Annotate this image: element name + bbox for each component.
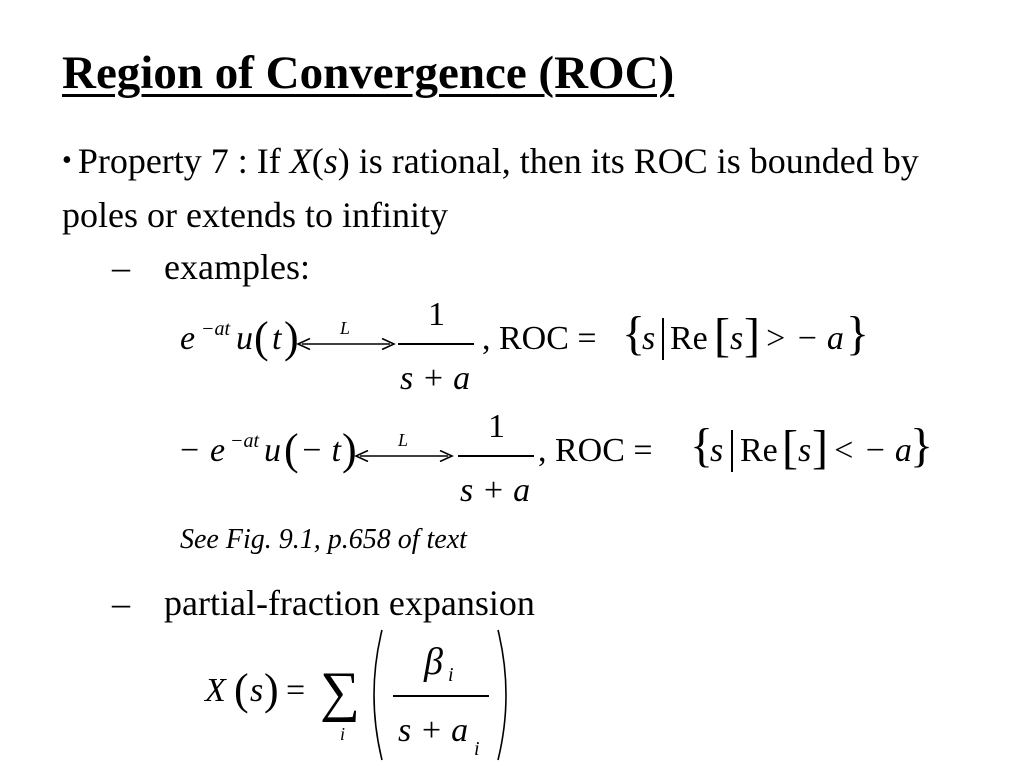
eq1-re-arg: s bbox=[730, 320, 744, 357]
eq2-denominator: s + a bbox=[460, 472, 531, 509]
eq1-arrow-label: L bbox=[340, 318, 351, 338]
eq2-rparen: ) bbox=[342, 425, 357, 474]
eq2-u: u bbox=[264, 432, 281, 469]
eq3-arg: s bbox=[250, 672, 264, 709]
eq1-exponent: −at bbox=[201, 318, 231, 340]
property-lparen: ( bbox=[311, 141, 324, 181]
eq1-rbracket: ] bbox=[744, 309, 760, 362]
eq1-transform-arrow bbox=[296, 338, 396, 350]
eq2-relation: < − a bbox=[832, 432, 912, 469]
eq3-beta: β bbox=[424, 641, 443, 683]
eq3-equals: = bbox=[286, 672, 306, 709]
eq2-lparen: ( bbox=[284, 425, 299, 474]
property-s: s bbox=[323, 141, 338, 181]
eq3-fraction-bar bbox=[393, 695, 489, 697]
eq1-roc-label: , ROC = bbox=[482, 320, 597, 357]
eq1-rbrace: } bbox=[846, 307, 870, 360]
eq1-denominator: s + a bbox=[400, 360, 471, 397]
eq3-sigma: ∑ bbox=[320, 661, 360, 723]
eq2-set-var: s bbox=[710, 432, 724, 469]
eq3-right-big-paren bbox=[494, 628, 516, 762]
eq1-relation: > − a bbox=[764, 320, 844, 357]
partial-fraction-label: partial-fraction expansion bbox=[164, 583, 535, 623]
eq2-numerator: 1 bbox=[488, 408, 505, 445]
eq2-roc-label: , ROC = bbox=[538, 432, 653, 469]
eq3-rparen: ) bbox=[264, 665, 279, 714]
property-text-end: is rational, then its ROC is bounded by poles or extends to infinity bbox=[62, 141, 919, 235]
partial-fraction-subbullet bbox=[112, 582, 535, 624]
eq3-X: X bbox=[205, 672, 226, 709]
eq3-beta-subscript: i bbox=[448, 664, 454, 686]
figure-reference-note: See Fig. 9.1, p.658 of text bbox=[180, 524, 467, 555]
eq3-denominator-subscript: i bbox=[474, 738, 480, 760]
bullet-dot: • bbox=[62, 145, 72, 176]
eq2-rbrace: } bbox=[910, 419, 934, 472]
eq2-re: Re bbox=[740, 432, 778, 469]
eq3-sum-index: i bbox=[340, 724, 346, 744]
eq2-arrow-label: L bbox=[398, 430, 409, 450]
slide-title: Region of Convergence (ROC) bbox=[62, 47, 675, 99]
eq3-denominator: s + a bbox=[398, 712, 469, 749]
eq1-re: Re bbox=[670, 320, 708, 357]
eq1-arg: t bbox=[272, 320, 282, 357]
eq1-lbrace: { bbox=[622, 307, 646, 360]
eq2-sign: − bbox=[180, 432, 200, 469]
eq2-lbrace: { bbox=[690, 419, 714, 472]
eq1-lbracket: [ bbox=[714, 309, 730, 362]
eq1-rparen: ) bbox=[284, 313, 299, 362]
examples-label: examples: bbox=[164, 247, 310, 287]
property-text-start: Property 7 : If bbox=[77, 141, 290, 181]
eq2-fraction-bar bbox=[458, 455, 534, 457]
eq1-fraction-bar bbox=[398, 343, 474, 345]
eq2-transform-arrow bbox=[354, 450, 454, 462]
eq2-set-bar bbox=[731, 430, 733, 472]
property-X: X bbox=[289, 141, 312, 181]
property-bullet bbox=[62, 136, 962, 240]
eq1-set-var: s bbox=[642, 320, 656, 357]
eq3-left-big-paren bbox=[364, 628, 386, 762]
eq2-exponent: −at bbox=[230, 430, 260, 452]
examples-subbullet bbox=[112, 246, 310, 288]
eq1-set-bar bbox=[662, 318, 664, 360]
eq2-arg: − t bbox=[300, 432, 341, 469]
property-rparen: ) bbox=[337, 141, 350, 181]
eq1-numerator: 1 bbox=[428, 296, 445, 333]
eq2-lbracket: [ bbox=[782, 421, 798, 474]
eq1-e: e bbox=[180, 320, 196, 357]
eq2-re-arg: s bbox=[798, 432, 812, 469]
dash-marker: – bbox=[112, 583, 130, 623]
eq1-u: u bbox=[236, 320, 253, 357]
eq3-lparen: ( bbox=[234, 665, 249, 714]
eq2-rbracket: ] bbox=[812, 421, 828, 474]
eq1-lparen: ( bbox=[254, 313, 269, 362]
eq2-e: e bbox=[210, 432, 226, 469]
dash-marker: – bbox=[112, 247, 130, 287]
